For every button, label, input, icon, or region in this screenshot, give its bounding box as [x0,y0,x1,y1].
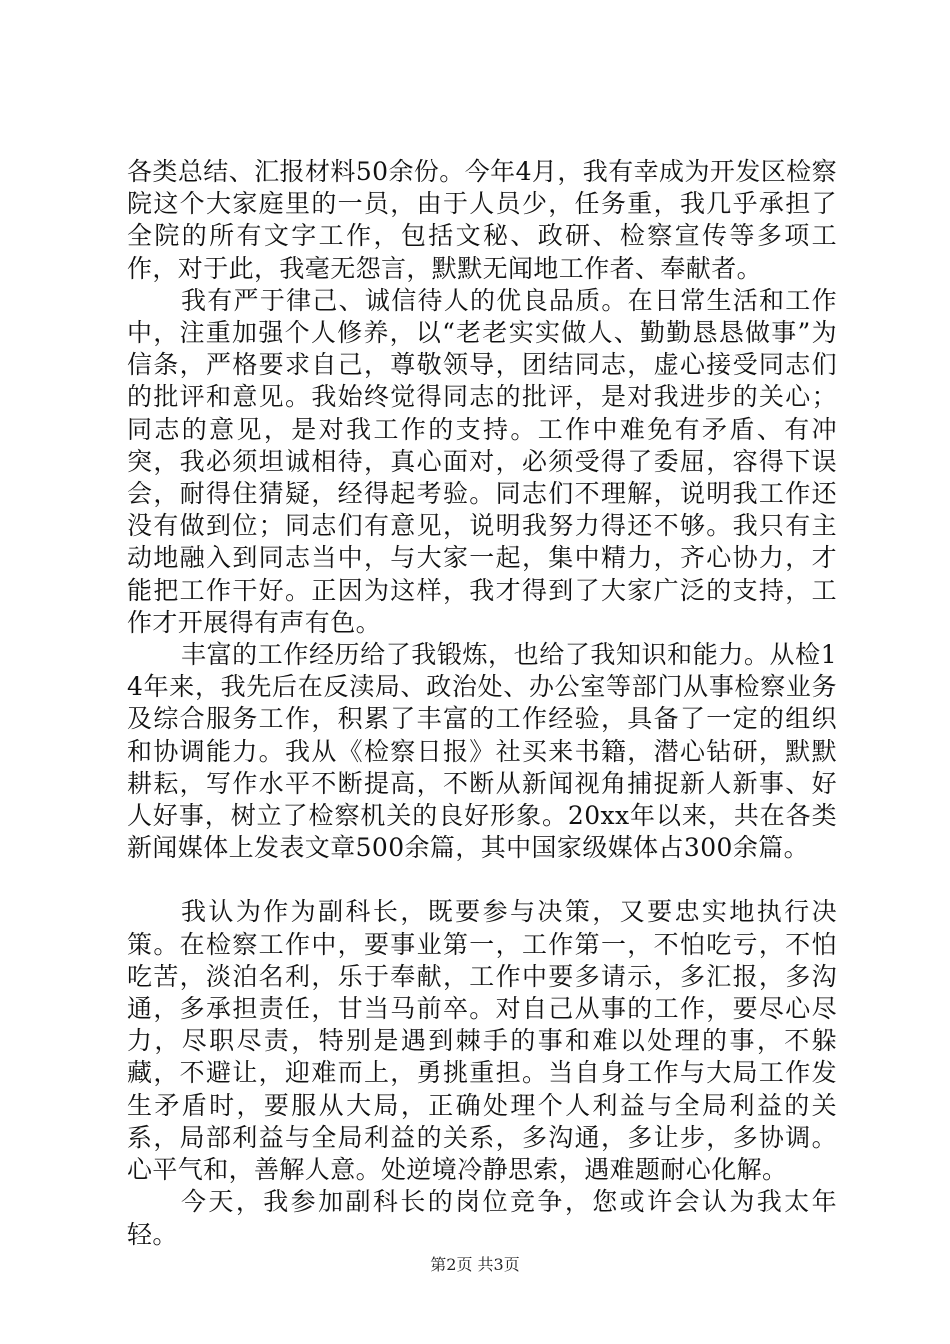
paragraph-continued: 各类总结、汇报材料50余份。今年4月，我有幸成为开发区检察院这个大家庭里的一员，由于人员少，任务重，我几乎承担了全院的所有文字工作，包括文秘、政研、检察宣传等多项工作，对于此，我毫无怨言，默默无闻地工作者、奉献者。 [127,157,837,283]
paragraph-spacer [127,864,837,896]
paragraph-self-discipline: 我有严于律己、诚信待人的优良品质。在日常生活和工作中，注重加强个人修养，以“老老实实做人、勤勤恳恳做事”为信条，严格要求自己，尊敬领导，团结同志，虚心接受同志们的批评和意见。我始终觉得同志的批评，是对我进步的关心；同志的意见，是对我工作的支持。工作中难免有矛盾、有冲突，我必须坦诚相待，真心面对，必须受得了委屈，容得下误会，耐得住猜疑，经得起考验。同志们不理解，说明我工作还没有做到位；同志们有意见，说明我努力得还不够。我只有主动地融入到同志当中，与大家一起，集中精力，齐心协力，才能把工作干好。正因为这样，我才得到了大家广泛的支持，工作才开展得有声有色。 [127,285,837,637]
paragraph-today: 今天，我参加副科长的岗位竞争，您或许会认为我太年轻。 [127,1187,837,1249]
document-body [127,156,837,1251]
page-number-footer: 第2页 共3页 [430,1255,520,1274]
paragraph-work-experience: 丰富的工作经历给了我锻炼，也给了我知识和能力。从检14年来，我先后在反渎局、政治处、办公室等部门从事检察业务及综合服务工作，积累了丰富的工作经验，具备了一定的组织和协调能力。我从《检察日报》社买来书籍，潜心钻研，默默耕耘，写作水平不断提高，不断从新闻视角捕捉新人新事、好人好事，树立了检察机关的良好形象。20xx年以来，共在各类新闻媒体上发表文章500余篇，其中国家级媒体占300余篇。 [127,640,837,863]
paragraph-deputy-role: 我认为作为副科长，既要参与决策，又要忠实地执行决策。在检察工作中，要事业第一，工作第一，不怕吃亏，不怕吃苦，淡泊名利，乐于奉献，工作中要多请示，多汇报，多沟通，多承担责任，甘当马前卒。对自己从事的工作，要尽心尽力，尽职尽责，特别是遇到棘手的事和难以处理的事，不躲藏，不避让，迎难而上，勇挑重担。当自身工作与大局工作发生矛盾时，要服从大局，正确处理个人利益与全局利益的关系，局部利益与全局利益的关系，多沟通，多让步，多协调。心平气和，善解人意。处逆境冷静思索，遇难题耐心化解。 [127,897,837,1185]
